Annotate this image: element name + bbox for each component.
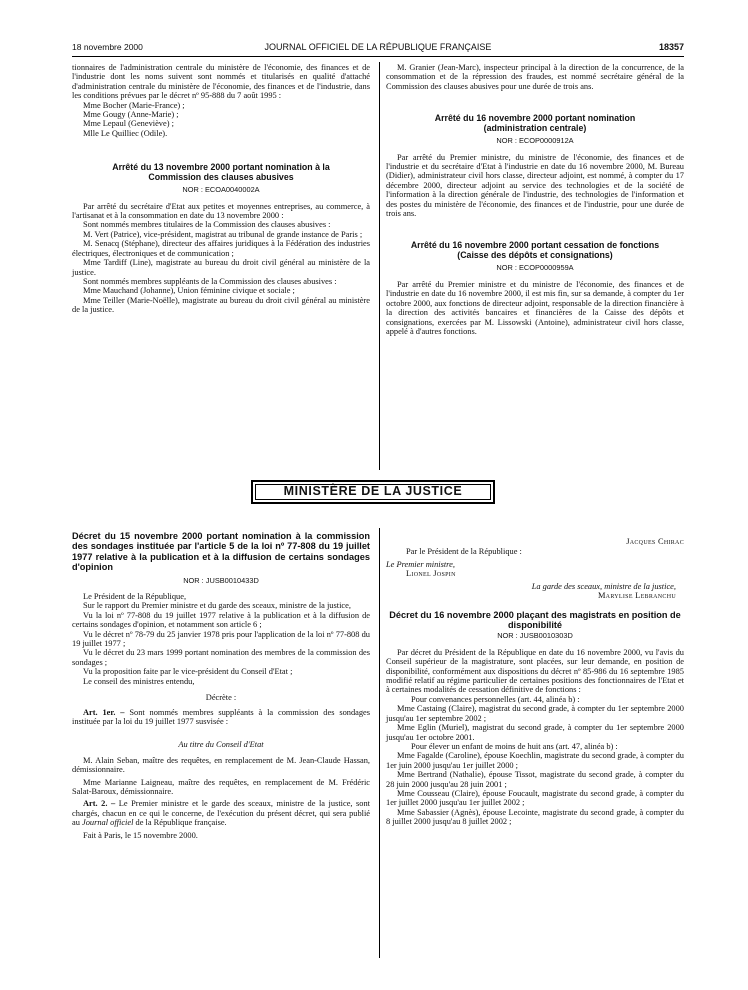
nor-reference: NOR : ECOP0000959A [496, 263, 574, 273]
paragraph: Vu le décret nº 78-79 du 25 janvier 1978 pris pour l'application de la loi nº 77-808 du 19 juillet 1977 ; [72, 629, 370, 649]
arrete-title: Arrêté du 16 novembre 2000 portant nomination (administration centrale) [434, 113, 636, 134]
paragraph: Mme Sabassier (Agnès), épouse Lecointe, magistrate du second grade, à compter du 8 juillet 2000 jusqu'au 8 juillet 2002 ; [386, 807, 684, 827]
signature-place-date: Fait à Paris, le 15 novembre 2000. [83, 830, 198, 840]
list-item: Mlle Le Quilliec (Odile). [83, 128, 168, 138]
pm-name: Lionel Jospin [406, 569, 456, 579]
column-divider-top [379, 62, 380, 470]
paragraph: Mme Tardiff (Line), magistrate au bureau du droit civil général au ministère de la justice. [72, 258, 370, 277]
decrete-line: Décrète : [205, 693, 237, 703]
paragraph: Le conseil des ministres entendu, [83, 676, 195, 686]
paragraph: M. Granier (Jean-Marc), inspecteur principal à la direction de la concurrence, de la consommation et de la répression des fraudes, est nommé secrétaire général de la Commission des clauses abusives pour une durée de trois ans. [386, 63, 684, 91]
top-right-column [386, 63, 684, 336]
paragraph: Sur le rapport du Premier ministre et du garde des sceaux, ministre de la justice, [83, 601, 351, 611]
paragraph: M. Alain Seban, maître des requêtes, en remplacement de M. Jean-Claude Hassan, démissionnaire. [72, 755, 370, 775]
list-item: Mme Bocher (Marie-France) ; [83, 100, 185, 110]
bottom-right-column [386, 537, 684, 827]
article-2 [72, 799, 370, 827]
signer-name: Jacques Chirac [626, 537, 684, 546]
decret-title: Décret du 15 novembre 2000 portant nomination à la commission des sondages instituée par l'article 5 de la loi nº 77-808 du 19 juillet 1977 relative à la publication et à la diffusion de certains sondages d'opinion [72, 531, 370, 573]
paragraph: M. Senacq (Stéphane), directeur des affaires juridiques à la Fédération des industries électriques, électroniques et de communication ; [72, 239, 370, 258]
gs-title: La garde des sceaux, ministre de la justice, [531, 581, 676, 591]
top-left-column [72, 63, 370, 315]
intro-paragraph: tionnaires de l'administration centrale du ministère de l'économie, des finances et de l'industrie dont les noms suivent sont nommés et titularisés en qualité d'attaché d'administration centrale du ministère de l'économie, des finances et de l'industrie, dans les conditions prévues par le décret nº 95-888 du 7 août 1995 : [72, 63, 370, 101]
arrete-title: Arrêté du 13 novembre 2000 portant nomination à la Commission des clauses abusives [112, 162, 330, 183]
article-2-text: Le Premier ministre et le garde des sceaux, ministre de la justice, sont chargés, chacun en ce qui le concerne, de l'exécution du présent décret, qui sera publié au [72, 799, 371, 828]
paragraph: Mme Eglin (Muriel), magistrat du second grade, à compter du 1er septembre 2000 jusqu'au 1er octobre 2001. [386, 723, 684, 742]
subheading: Au titre du Conseil d'Etat [178, 740, 264, 750]
arrete-title: Arrêté du 16 novembre 2000 portant cessation de fonctions (Caisse des dépôts et consignations) [410, 240, 660, 261]
decret-title: Décret du 16 novembre 2000 plaçant des magistrats en position de disponibilité [389, 610, 681, 631]
ministry-heading-box [251, 480, 495, 504]
gs-name: Marylise Lebranchu [597, 591, 676, 601]
article-1-text: Sont nommés membres suppléants à la commission des sondages instituée par la loi du 19 juillet 1977 susvisée : [72, 707, 371, 726]
ministry-heading: MINISTÈRE DE LA JUSTICE [283, 484, 463, 498]
nor-reference: NOR : ECOA0040002A [182, 185, 260, 195]
article-1 [72, 708, 370, 727]
article-2-text-end: de la République française. [135, 818, 227, 828]
paragraph: M. Vert (Patrice), vice-président, magistrat au tribunal de grande instance de Paris ; [83, 229, 363, 239]
paragraph: Mme Fagalde (Caroline), épouse Koechlin, magistrate du second grade, à compter du 1er juin 2000 jusqu'au 1er juillet 2000 ; [386, 751, 684, 770]
journal-officiel-ref: Journal officiel [82, 818, 134, 828]
nor-reference: NOR : ECOP0000912A [496, 136, 574, 146]
header-page-number: 18357 [658, 42, 684, 52]
paragraph: Sont nommés membres suppléants de la Commission des clauses abusives : [83, 276, 337, 286]
list-item: Mme Lepaul (Geneviève) ; [83, 119, 174, 129]
pm-title: Le Premier ministre, [386, 559, 455, 569]
by-president: Par le Président de la République : [406, 547, 522, 557]
paragraph: Mme Mauchand (Johanne), Union féminine civique et sociale ; [83, 286, 295, 296]
nor-reference: NOR : JUSB0010303D [497, 631, 573, 641]
header-date: 18 novembre 2000 [72, 42, 143, 52]
header-rule [72, 56, 684, 57]
header-journal-title: JOURNAL OFFICIEL DE LA RÉPUBLIQUE FRANÇAISE [264, 42, 492, 52]
paragraph: Par arrêté du secrétaire d'Etat aux petites et moyennes entreprises, au commerce, à l'artisanat et à la consommation en date du 13 novembre 2000 : [72, 201, 370, 221]
paragraph: Le Président de la République, [83, 592, 187, 602]
paragraph: Vu la loi nº 77-808 du 19 juillet 1977 relative à la publication et à la diffusion de certains sondages d'opinion, et notamment son article 6 ; [72, 610, 370, 630]
nor-reference: NOR : JUSB0010433D [183, 575, 259, 585]
paragraph: Mme Castaing (Claire), magistrat du second grade, à compter du 1er septembre 2000 jusqu'au 1er septembre 2002 ; [386, 704, 684, 723]
paragraph: Vu le décret du 23 mars 1999 portant nomination des membres de la commission des sondages ; [72, 648, 370, 667]
paragraph: Par arrêté du Premier ministre, du ministre de l'économie, des finances et de l'industrie et du secrétaire d'Etat à l'industrie en date du 16 novembre 2000, M. Bureau (Didier), administrateur civil hors classe, directeur adjoint, est nommé, à compter du 17 décembre 2000, directeur adjoint au service des technologies et de la société de l'information à la direction générale de l'industrie, des technologies de l'information et des postes du ministère de l'économie, des finances et de l'industrie, pour une durée de trois ans. [386, 152, 684, 219]
article-2-label: Art. 2. – [83, 799, 116, 809]
paragraph: Mme Teiller (Marie-Noëlle), magistrate au bureau du droit civil général au ministère de la justice. [72, 295, 370, 315]
list-item: Mme Gougy (Anne-Marie) ; [83, 110, 179, 120]
article-1-label: Art. 1er. – [83, 707, 125, 717]
subheading: Pour élever un enfant de moins de huit ans (art. 47, alinéa b) : [411, 741, 618, 751]
paragraph: Mme Cousseau (Claire), épouse Foucault, magistrate du second grade, à compter du 1er juillet 2000 jusqu'au 1er juillet 2002 ; [386, 788, 684, 808]
paragraph: Mme Marianne Laigneau, maître des requêtes, en remplacement de M. Frédéric Salat-Baroux, démissionnaire. [72, 777, 370, 796]
paragraph: Sont nommés membres titulaires de la Commission des clauses abusives : [83, 220, 331, 230]
subheading: Pour convenances personnelles (art. 44, alinéa b) : [411, 694, 580, 704]
paragraph: Mme Bertrand (Nathalie), épouse Tissot, magistrate du second grade, à compter du 28 juin 2000 jusqu'au 28 juin 2001 ; [386, 770, 684, 789]
bottom-left-column [72, 531, 370, 840]
paragraph: Par décret du Président de la République en date du 16 novembre 2000, vu l'avis du Conseil supérieur de la magistrature, sont placées, sur leur demande, en position de disponibilité, conformément aux dispositions du décret nº 85-986 du 16 septembre 1985 modifié relatif au régime particulier de certaines positions des fonctionnaires de l'Etat et à certaines modalités de cessation définitive de fonctions : [386, 647, 684, 695]
page-header [72, 42, 684, 56]
column-divider-bottom [379, 528, 380, 958]
paragraph: Par arrêté du Premier ministre et du ministre de l'économie, des finances et de l'industrie en date du 16 novembre 2000, il est mis fin, sur sa demande, à compter du 1er octobre 2000, aux fonctions de directeur adjoint, responsable de la direction financière à la direction des activités bancaires et financières de la Caisse des dépôts et consignations, exercées par M. Lissowski (Antoine), administrateur civil hors classe, appelé à d'autres fonctions. [386, 279, 684, 336]
paragraph: Vu la proposition faite par le vice-président du Conseil d'Etat ; [83, 667, 293, 677]
